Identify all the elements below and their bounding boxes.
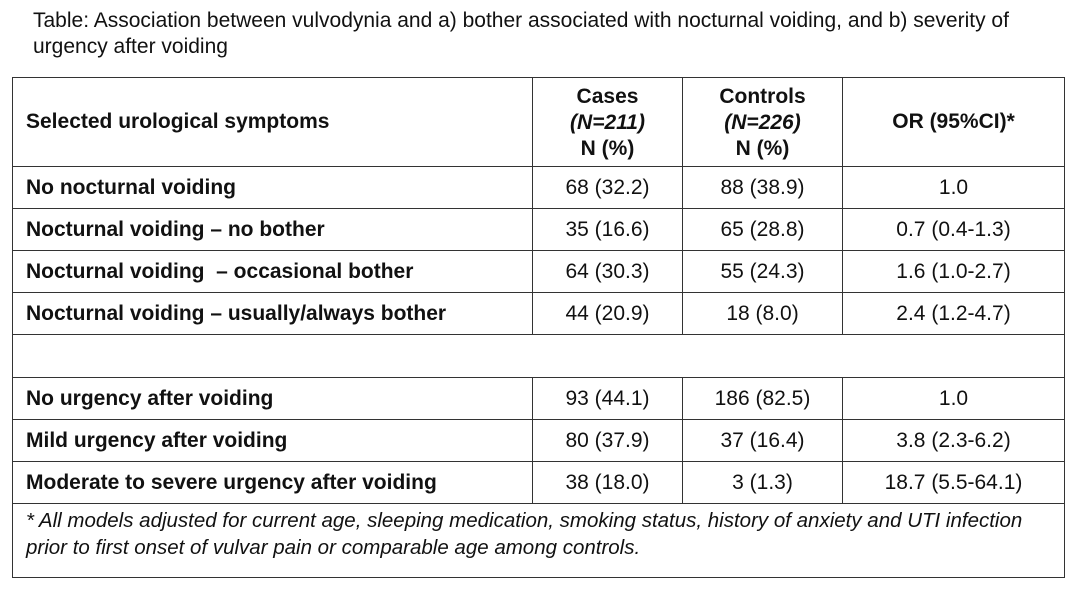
or-cell: 2.4 (1.2-4.7) — [843, 293, 1065, 335]
controls-cell: 55 (24.3) — [683, 251, 843, 293]
row-label: No urgency after voiding — [13, 378, 533, 420]
header-symptoms: Selected urological symptoms — [13, 78, 533, 167]
controls-cell: 37 (16.4) — [683, 420, 843, 462]
cases-cell: 35 (16.6) — [533, 209, 683, 251]
row-label: Nocturnal voiding – occasional bother — [13, 251, 533, 293]
table-row — [13, 462, 1065, 504]
table-row — [13, 293, 1065, 335]
table-row — [13, 378, 1065, 420]
header-cases-label: Cases — [576, 85, 639, 108]
spacer-cell — [13, 335, 1065, 378]
header-controls-n: (N=226) — [724, 111, 801, 134]
table-row — [13, 167, 1065, 209]
or-cell: 3.8 (2.3-6.2) — [843, 420, 1065, 462]
header-cases — [533, 78, 683, 167]
table-row — [13, 251, 1065, 293]
header-cases-n: (N=211) — [570, 111, 645, 134]
cases-cell: 44 (20.9) — [533, 293, 683, 335]
header-controls-unit: N (%) — [735, 137, 790, 160]
header-controls-label: Controls — [719, 85, 806, 108]
data-table — [12, 77, 1065, 578]
cases-cell: 64 (30.3) — [533, 251, 683, 293]
controls-cell: 186 (82.5) — [683, 378, 843, 420]
footnote-row — [13, 504, 1065, 578]
or-cell: 18.7 (5.5-64.1) — [843, 462, 1065, 504]
header-or: OR (95%CI)* — [843, 78, 1065, 167]
header-row — [13, 78, 1065, 167]
row-label: Mild urgency after voiding — [13, 420, 533, 462]
controls-cell: 18 (8.0) — [683, 293, 843, 335]
cases-cell: 80 (37.9) — [533, 420, 683, 462]
header-cases-unit: N (%) — [580, 137, 635, 160]
or-cell: 1.0 — [843, 378, 1065, 420]
controls-cell: 65 (28.8) — [683, 209, 843, 251]
or-cell: 1.6 (1.0-2.7) — [843, 251, 1065, 293]
controls-cell: 3 (1.3) — [683, 462, 843, 504]
row-label: No nocturnal voiding — [13, 167, 533, 209]
row-label: Nocturnal voiding – no bother — [13, 209, 533, 251]
spacer-row — [13, 335, 1065, 378]
cases-cell: 68 (32.2) — [533, 167, 683, 209]
cases-cell: 38 (18.0) — [533, 462, 683, 504]
table-caption: Table: Association between vulvodynia and a) bother associated with nocturnal voiding, and b) severity of urgency after voiding — [33, 9, 1009, 58]
row-label: Moderate to severe urgency after voiding — [13, 462, 533, 504]
controls-cell: 88 (38.9) — [683, 167, 843, 209]
header-controls — [683, 78, 843, 167]
row-label: Nocturnal voiding – usually/always bother — [13, 293, 533, 335]
or-cell: 0.7 (0.4-1.3) — [843, 209, 1065, 251]
table-row — [13, 209, 1065, 251]
table-row — [13, 420, 1065, 462]
footnote: * All models adjusted for current age, sleeping medication, smoking status, history of anxiety and UTI infection prior to first onset of vulvar pain or comparable age among controls. — [13, 504, 1065, 578]
cases-cell: 93 (44.1) — [533, 378, 683, 420]
or-cell: 1.0 — [843, 167, 1065, 209]
